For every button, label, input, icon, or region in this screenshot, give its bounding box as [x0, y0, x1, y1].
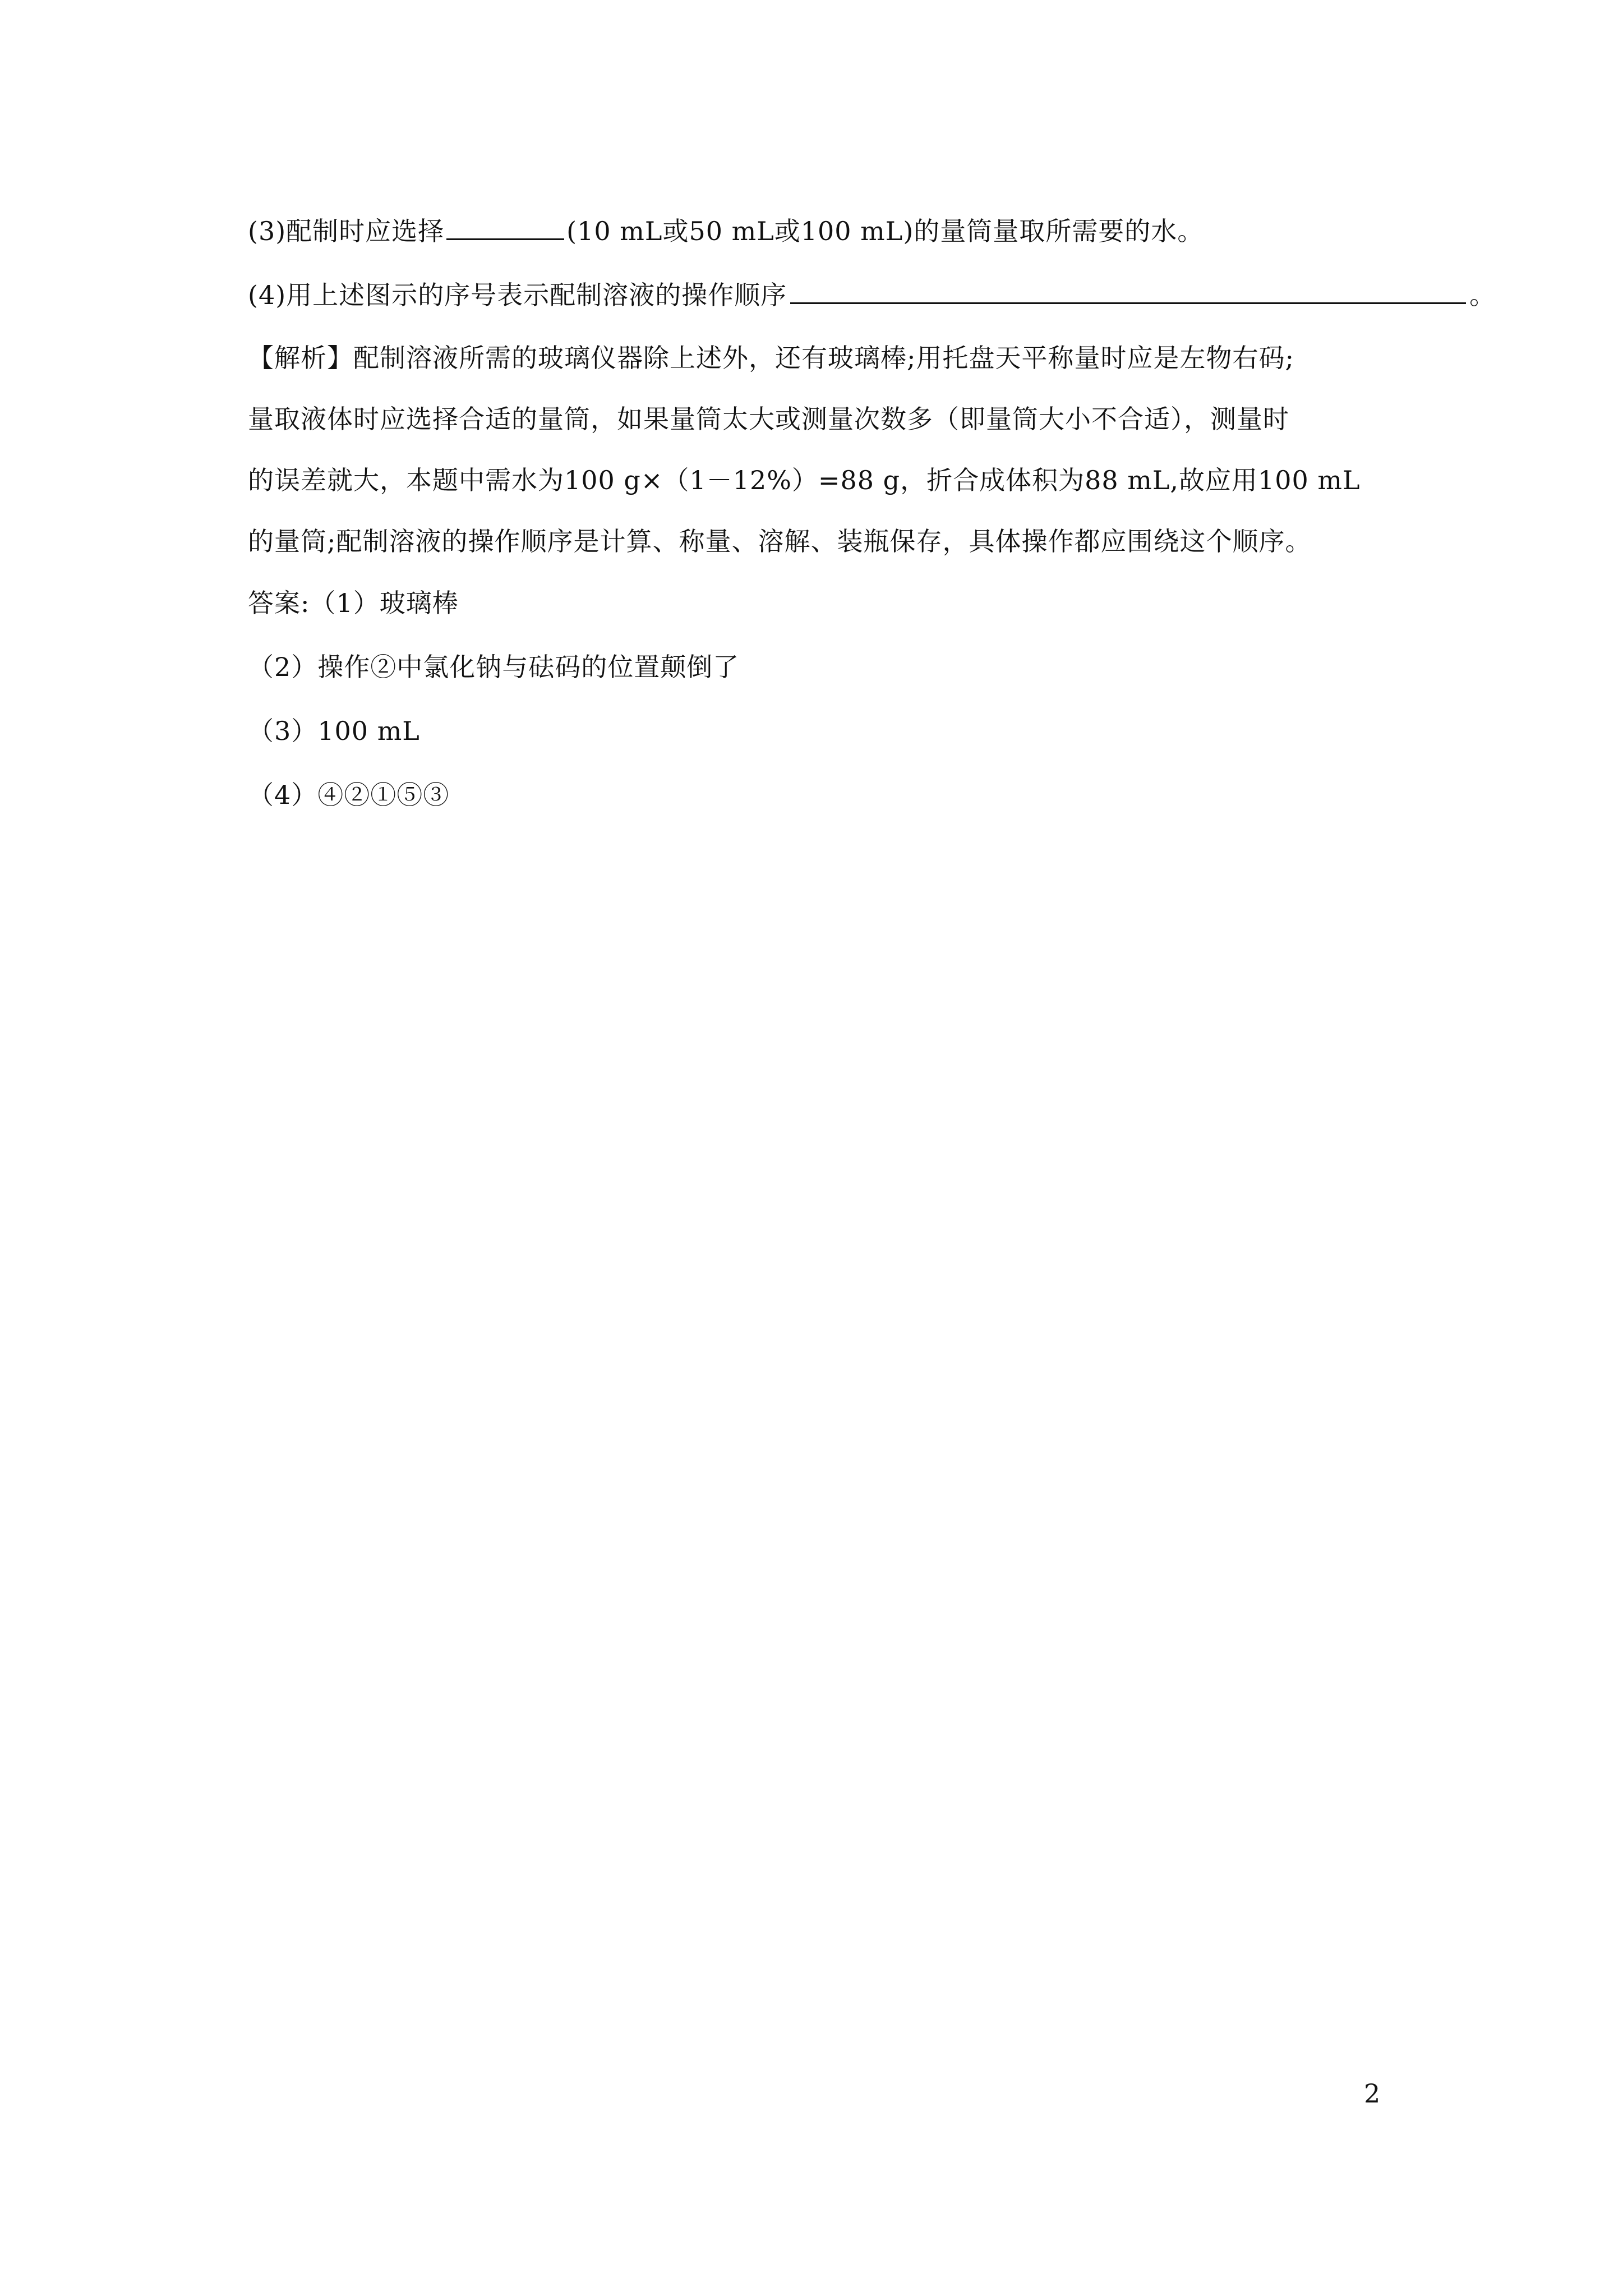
question-4-prefix: (4)用上述图示的序号表示配制溶液的操作顺序: [248, 280, 787, 310]
question-3-prefix: (3)配制时应选择: [248, 216, 445, 246]
analysis-line-3: 的误差就大，本题中需水为100 g×（1－12%）=88 g，折合成体积为88 mL,故应用100 mL: [248, 465, 1361, 495]
answer-line-2: （2）操作②中氯化钠与砝码的位置颠倒了: [248, 652, 740, 682]
answer-line-4: （4）④②①⑤③: [248, 780, 450, 810]
question-3-suffix: (10 mL或50 mL或100 mL)的量筒量取所需要的水。: [566, 216, 1204, 246]
answer-line-3: （3）100 mL: [248, 716, 420, 746]
answer-blank-4: [790, 280, 1466, 304]
question-4: [248, 278, 1496, 312]
question-4-suffix: 。: [1469, 280, 1496, 310]
analysis-line-4: 的量筒;配制溶液的操作顺序是计算、称量、溶解、装瓶保存，具体操作都应围绕这个顺序。: [248, 526, 1312, 556]
page-number: 2: [1364, 2078, 1381, 2109]
answer-blank-3: [446, 216, 564, 240]
analysis-line-2: 量取液体时应选择合适的量筒，如果量筒太大或测量次数多（即量筒大小不合适），测量时: [248, 404, 1289, 434]
answer-line-1: 答案:（1）玻璃棒: [248, 588, 459, 618]
analysis-line-1: 【解析】配制溶液所需的玻璃仪器除上述外，还有玻璃棒;用托盘天平称量时应是左物右码;: [248, 343, 1294, 373]
question-3: [248, 214, 1204, 248]
